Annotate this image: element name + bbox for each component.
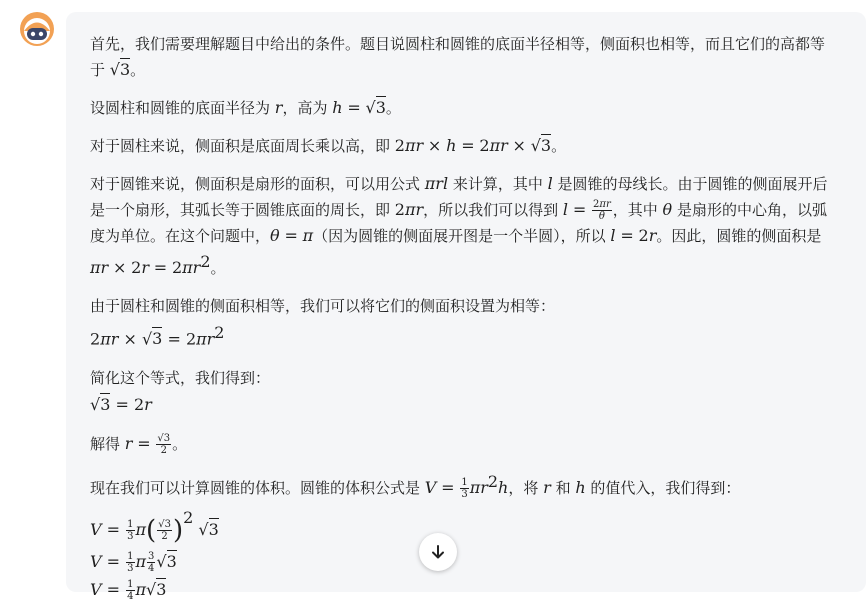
paragraph-conditions: 首先，我们需要理解题目中给出的条件。题目说圆柱和圆锥的底面半径相等，侧面积也相等，而且它们的高都等于 √3。 <box>90 35 826 79</box>
assistant-message <box>90 31 835 616</box>
paragraph-equate: 由于圆柱和圆锥的侧面积相等，我们可以将它们的侧面积设置为相等： $2\pi r \times √3 = 2\pi r^2$ <box>90 297 556 349</box>
paragraph-cylinder: 对于圆柱来说，侧面积是底面周长乘以高，即 2πr × h = 2πr × √3。 <box>90 136 567 155</box>
paragraph-setup: 设圆柱和圆锥的底面半径为 r，高为 h = √3。 <box>90 98 401 117</box>
robot-icon <box>20 12 54 46</box>
assistant-avatar <box>20 12 54 46</box>
paragraph-simplify: 简化这个等式，我们得到： √3 = 2r <box>90 369 271 415</box>
paragraph-solve: 解得 r = $\frac{√3}{2}$ 。 <box>90 433 188 457</box>
paragraph-volume: 现在我们可以计算圆锥的体积。圆锥的体积公式是 V = $\frac{1}{3}$ $\pi r^2h$，将 r 和 h 的值代入，我们得到： V = $\frac{1}{3}$ π( $\frac{√3}{2}$ )$^2$ √3 V = $\frac{1}{3}$ π $\frac{3}{4}$ √3 V = $\frac{1}{4}$ π√3 <box>90 472 741 602</box>
scroll-to-bottom-button[interactable] <box>419 533 457 571</box>
arrow-down-icon <box>430 544 446 560</box>
paragraph-cone: 对于圆锥来说，侧面积是扇形的面积，可以用公式 πrl 来计算，其中 l 是圆锥的母线长。由于圆锥的侧面展开后是一个扇形，其弧长等于圆锥底面的周长，即 2πr，所以我们可以得到 l = $\frac{2\pi r}{\theta}$ ，其中 θ 是扇形的中心角，以弧度为单位。在这个问题中，θ = π（因为圆锥的侧面展开图是一个半圆），所以 l = 2r。因此，圆锥的侧面积是 $\pi r \times 2r = 2\pi r^2$。 <box>90 174 828 277</box>
